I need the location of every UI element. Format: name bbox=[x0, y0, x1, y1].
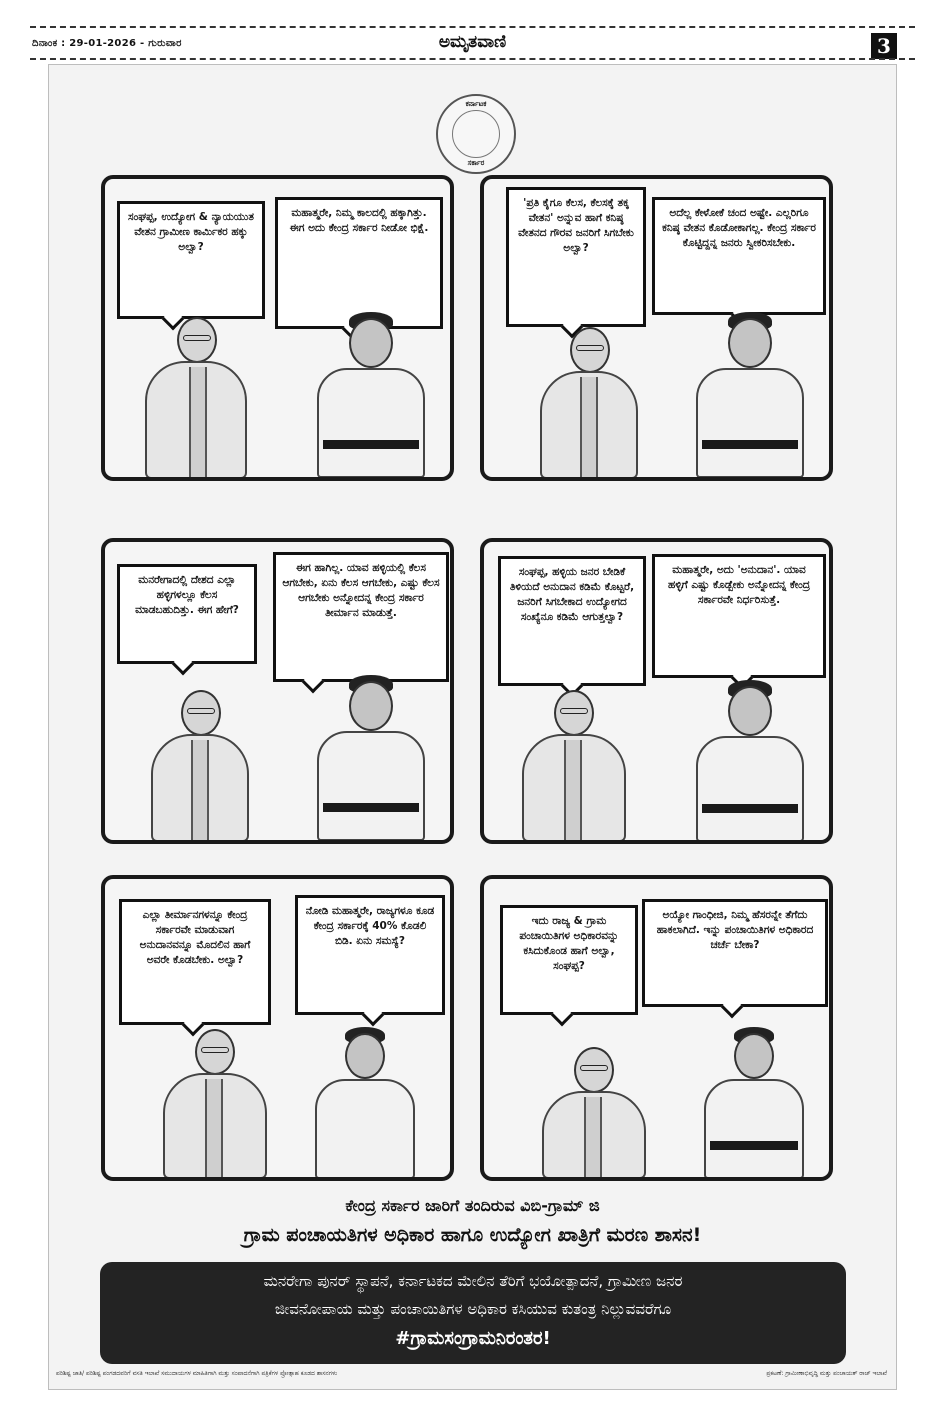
bubble-text: 'ಪ್ರತಿ ಕೈಗೂ ಕೆಲಸ, ಕೆಲಸಕ್ಕೆ ತಕ್ಕ ವೇತನ' ಅನ್ನುವ ಹಾಗೆ ಕನಿಷ್ಠ ವೇತನದ ಗೌರವ ಜನರಿಗೆ ಸಿಗಬೇಕು ಅಲ್ವಾ? bbox=[518, 197, 634, 254]
gandhi-figure bbox=[155, 1029, 275, 1177]
officer-figure bbox=[694, 1027, 814, 1177]
speech-bubble-gandhi bbox=[498, 556, 646, 686]
bubble-text: ಮಹಾತ್ಮರೇ, ಅದು 'ಅನುದಾನ'. ಯಾವ ಹಳ್ಳಿಗೆ ಎಷ್ಟು ಕೊಡ್ಬೇಕು ಅನ್ನೋದನ್ನ ಕೇಂದ್ರ ಸರ್ಕಾರವೇ ನಿರ್ಧರಿಸುತ್ತೆ. bbox=[667, 564, 811, 606]
bubble-text: ಸಂಘಪ್ಪ, ಹಳ್ಳಿಯ ಜನರ ಬೇಡಿಕೆ ತಿಳಿಯದೆ ಅನುದಾನ ಕಡಿಮೆ ಕೊಟ್ಟರೆ, ಜನರಿಗೆ ಸಿಗಬೇಕಾದ ಉದ್ಯೋಗದ ಸಂಖ್ಯೆನೂ ಕಡಿಮೆ ಆಗುತ್ತಲ್ವಾ? bbox=[509, 566, 635, 623]
bubble-text: ಮನರೇಗಾದಲ್ಲಿ ದೇಶದ ಎಲ್ಲಾ ಹಳ್ಳಿಗಳಲ್ಲೂ ಕೆಲಸ ಮಾಡಬಹುದಿತ್ತು. ಈಗ ಹೇಗೆ? bbox=[135, 574, 239, 616]
comic-panel-6 bbox=[480, 875, 833, 1181]
top-dashed-rule bbox=[30, 26, 915, 28]
bubble-text: ನೋಡಿ ಮಹಾತ್ಮರೇ, ರಾಜ್ಯಗಳೂ ಕೂಡ ಕೇಂದ್ರ ಸರ್ಕಾರಕ್ಕೆ 40% ಕೊಡಲಿ ಬಿಡಿ. ಏನು ಸಮಸ್ಯೆ? bbox=[305, 905, 435, 947]
bubble-text: ಅದೆಲ್ಲ ಕೇಳೋಕೆ ಚಂದ ಅಷ್ಟೇ. ಎಲ್ಲರಿಗೂ ಕನಿಷ್ಠ ವೇತನ ಕೊಡೋಕಾಗಲ್ಲ. ಕೇಂದ್ರ ಸರ್ಕಾರ ಕೊಟ್ಟಿದ್ದನ್ನ ಜನರು ಸ್ವೀಕರಿಸಬೇಕು. bbox=[662, 207, 816, 249]
comic-panel-3 bbox=[101, 538, 454, 844]
bubble-text: ಈಗ ಹಾಗಿಲ್ಲ. ಯಾವ ಹಳ್ಳಿಯಲ್ಲಿ ಕೆಲಸ ಆಗಬೇಕು, ಏನು ಕೆಲಸ ಆಗಬೇಕು, ಎಷ್ಟು ಕೆಲಸ ಆಗಬೇಕು ಅನ್ನೋದನ್ನ ಕೇಂದ್ರ ಸರ್ಕಾರ ತೀರ್ಮಾನ ಮಾಡುತ್ತೆ. bbox=[282, 562, 440, 619]
speech-bubble-officer bbox=[295, 895, 445, 1015]
officer-figure bbox=[305, 1027, 425, 1177]
banner-line-2: ಜೀವನೋಪಾಯ ಮತ್ತು ಪಂಚಾಯಿತಿಗಳ ಅಧಿಕಾರ ಕಸಿಯುವ ಕುತಂತ್ರ ನಿಲ್ಲುವವರೆಗೂ bbox=[274, 1300, 672, 1318]
gandhi-figure bbox=[534, 327, 644, 477]
headline-line-2: ಗ್ರಾಮ ಪಂಚಾಯತಿಗಳ ಅಧಿಕಾರ ಹಾಗೂ ಉದ್ಯೋಗ ಖಾತ್ರಿಗೆ ಮರಣ ಶಾಸನ! bbox=[243, 1224, 702, 1246]
banner-hashtag: #ಗ್ರಾಮಸಂಗ್ರಾಮನಿರಂತರ! bbox=[395, 1328, 551, 1349]
speech-bubble-gandhi bbox=[506, 187, 646, 327]
speech-bubble-officer bbox=[273, 552, 449, 682]
issue-date: ದಿನಾಂಕ : 29-01-2026 - ಗುರುವಾರ bbox=[32, 38, 182, 49]
bubble-text: ಇದು ರಾಜ್ಯ & ಗ್ರಾಮ ಪಂಚಾಯಿತಿಗಳ ಅಧಿಕಾರವನ್ನು ಕಸಿದುಕೊಂಡ ಹಾಗೆ ಅಲ್ವಾ, ಸಂಘಪ್ಪ? bbox=[519, 915, 619, 972]
comic-panel-2 bbox=[480, 175, 833, 481]
comic-panel-5 bbox=[101, 875, 454, 1181]
bubble-text: ಅಯ್ಯೋ ಗಾಂಧೀಜಿ, ನಿಮ್ಮ ಹೆಸರನ್ನೇ ತೆಗೆದು ಹಾಕಲಾಗಿದೆ. ಇನ್ನು ಪಂಚಾಯಿತಿಗಳ ಅಧಿಕಾರದ ಚರ್ಚೆ ಬೇಕಾ? bbox=[656, 909, 814, 951]
bubble-text: ಸಂಘಪ್ಪ, ಉದ್ಯೋಗ & ನ್ಯಾಯಯುತ ವೇತನ ಗ್ರಾಮೀಣ ಕಾರ್ಮಿಕರ ಹಕ್ಕು ಅಲ್ವಾ? bbox=[128, 211, 254, 253]
speech-bubble-gandhi bbox=[117, 201, 265, 319]
gandhi-figure bbox=[145, 690, 255, 840]
gandhi-figure bbox=[135, 317, 255, 477]
speech-bubble-officer bbox=[652, 554, 826, 678]
footer-note-left: ಪರಿಶಿಷ್ಟ ಜಾತಿ/ ಪರಿಶಿಷ್ಟ ಪಂಗಡದವರಿಗೆ ವಸತಿ ಇಲಾಖೆ ಸಮುದಾಯಗಳ ಮಾಹಿತಿಗಾಗಿ ಮತ್ತು ಸಂಪಾದನೆಗಾಗಿ ಪತ್ರಿಕೆಗಳ ಪ್ರೋತ್ಸಾಹ ಕೂಡದ ಶಾಸನಗಳು bbox=[56, 1370, 338, 1377]
masthead bbox=[0, 0, 945, 62]
footer-note-right: ಪ್ರಕಟಣೆ: ಗ್ರಾಮೀಣಾಭಿವೃದ್ಧಿ ಮತ್ತು ಪಂಚಾಯತ್ ರಾಜ್ ಇಲಾಖೆ bbox=[766, 1370, 887, 1377]
speech-bubble-officer bbox=[275, 197, 443, 329]
government-seal-logo bbox=[436, 94, 516, 174]
newspaper-name: ಅಮೃತವಾಣಿ bbox=[438, 32, 507, 52]
officer-figure bbox=[305, 312, 435, 477]
seal-top-text: ಕರ್ನಾಟಕ bbox=[465, 100, 487, 108]
comic-panel-4 bbox=[480, 538, 833, 844]
speech-bubble-gandhi bbox=[119, 899, 271, 1025]
officer-figure bbox=[305, 675, 435, 840]
headline-line-1: ಕೇಂದ್ರ ಸರ್ಕಾರ ಜಾರಿಗೆ ತಂದಿರುವ ವಿಬಿ-ಗ್ರಾಮ್ ಜಿ bbox=[345, 1196, 600, 1215]
bubble-text: ಮಹಾತ್ಮರೇ, ನಿಮ್ಮ ಕಾಲದಲ್ಲಿ ಹಕ್ಕಾಗಿತ್ತು. ಈಗ ಅದು ಕೇಂದ್ರ ಸರ್ಕಾರ ನೀಡೋ ಭಿಕ್ಷೆ. bbox=[289, 207, 429, 234]
speech-bubble-gandhi bbox=[117, 564, 257, 664]
masthead-dashed-rule bbox=[30, 58, 915, 60]
gandhi-figure bbox=[534, 1047, 654, 1177]
officer-figure bbox=[684, 680, 814, 840]
gandhi-figure bbox=[514, 690, 634, 840]
campaign-banner bbox=[100, 1262, 846, 1364]
seal-bottom-text: ಸರ್ಕಾರ bbox=[467, 159, 485, 167]
comic-panel-1 bbox=[101, 175, 454, 481]
officer-figure bbox=[684, 312, 814, 477]
page-number: 3 bbox=[871, 33, 897, 59]
seal-emblem-icon bbox=[452, 110, 500, 158]
banner-line-1: ಮನರೇಗಾ ಪುನರ್ ಸ್ಥಾಪನೆ, ಕರ್ನಾಟಕದ ಮೇಲಿನ ತೆರಿಗೆ ಭಯೋತ್ಪಾದನೆ, ಗ್ರಾಮೀಣ ಜನರ bbox=[263, 1272, 683, 1290]
bubble-text: ಎಲ್ಲಾ ತೀರ್ಮಾನಗಳನ್ನೂ ಕೇಂದ್ರ ಸರ್ಕಾರವೇ ಮಾಡುವಾಗ ಅನುದಾನವನ್ನೂ ಮೊದಲಿನ ಹಾಗೆ ಅವರೇ ಕೊಡಬೇಕು. ಅಲ್ವಾ? bbox=[139, 909, 251, 966]
speech-bubble-officer bbox=[652, 197, 826, 315]
speech-bubble-officer bbox=[642, 899, 828, 1007]
speech-bubble-gandhi bbox=[500, 905, 638, 1015]
